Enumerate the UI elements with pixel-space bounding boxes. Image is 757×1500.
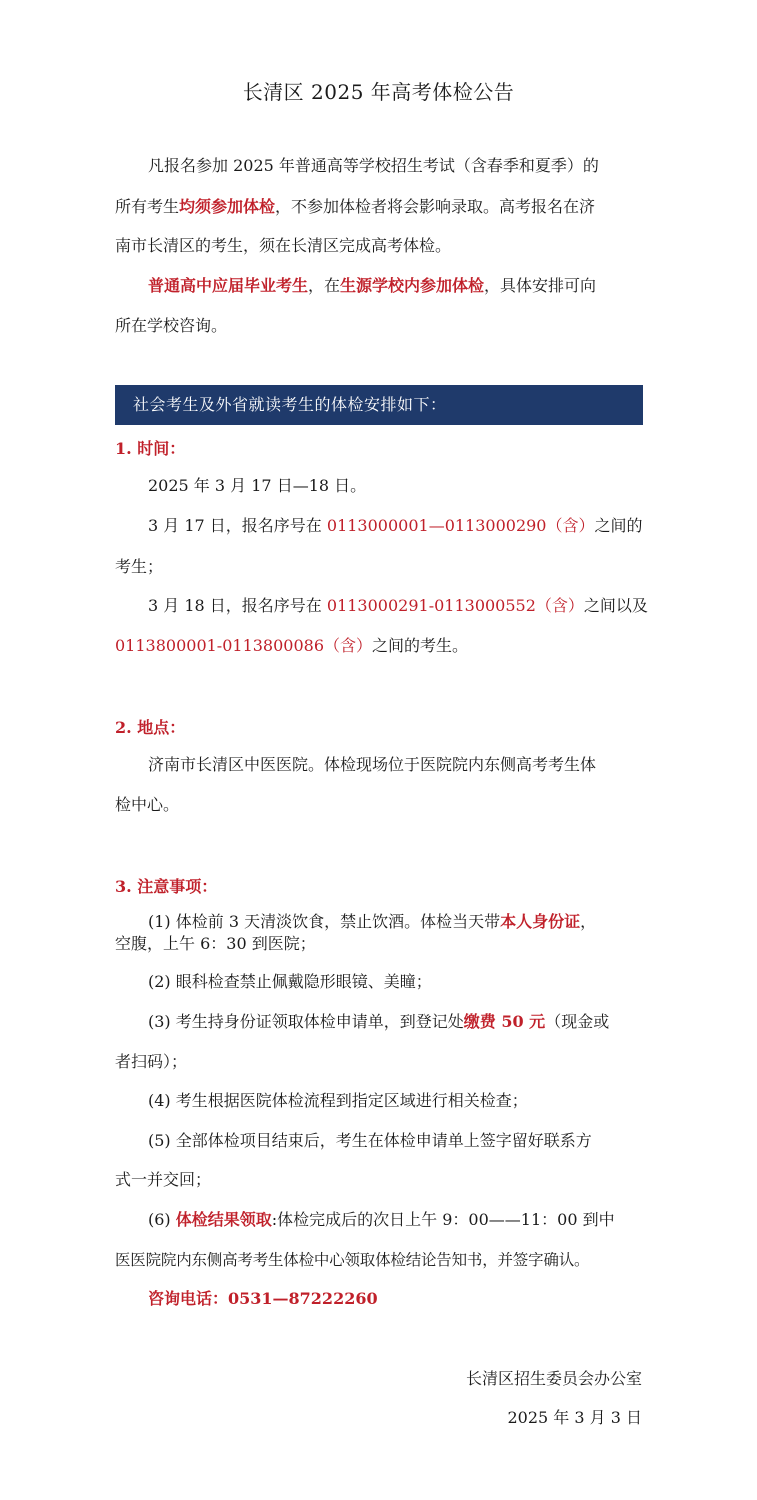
time-serial-range-18a: 0113000291-0113000552（含） <box>326 596 584 615</box>
note-text: (1) 体检前 3 天清淡饮食，禁止饮酒。体检当天带 <box>148 912 501 931</box>
intro-line-3: 南市长清区的考生，须在长清区完成高考体检。 <box>115 236 452 255</box>
time-range: 2025 年 3 月 17 日—18 日。 <box>148 476 367 495</box>
notes-heading: 3. 注意事项： <box>115 877 218 896</box>
note-2: (2) 眼科检查禁止佩戴隐形眼镜、美瞳； <box>148 972 432 991</box>
time-text: 之间以及 <box>583 596 648 615</box>
intro-line-2 <box>115 197 595 217</box>
note-3-line-2: 者扫码）； <box>115 1052 188 1071</box>
intro-highlight-graduates: 普通高中应届毕业考生 <box>148 276 309 295</box>
intro-highlight-mandatory: 均须参加体检 <box>179 197 276 216</box>
intro-text: 所有考生 <box>115 197 180 216</box>
note-6-line-1 <box>148 1210 615 1230</box>
signature-date: 2025 年 3 月 3 日 <box>507 1408 642 1427</box>
signature-org: 长清区招生委员会办公室 <box>465 1369 642 1388</box>
time-text: 3 月 17 日，报名序号在 <box>148 516 327 535</box>
note-text: (6) <box>148 1210 176 1229</box>
note-1-line-2: 空腹，上午 6：30 到医院； <box>115 934 316 953</box>
intro-line-1: 凡报名参加 2025 年普通高等学校招生考试（含春季和夏季）的 <box>148 156 599 175</box>
time-text: 之间的 <box>594 516 643 535</box>
note-highlight-id-card: 本人身份证 <box>500 912 581 931</box>
note-text: :体检完成后的次日上午 9：00——11：00 到中 <box>271 1210 615 1229</box>
time-text: 3 月 18 日，报名序号在 <box>148 596 327 615</box>
place-heading: 2. 地点： <box>115 718 186 737</box>
note-1-line-1 <box>148 912 596 932</box>
intro-line-4 <box>148 276 596 296</box>
note-text: (3) 考生持身份证领取体检申请单，到登记处 <box>148 1012 464 1031</box>
time-day18-line <box>148 596 648 616</box>
time-day18-line-2 <box>115 636 468 656</box>
note-highlight-results: 体检结果领取 <box>175 1210 272 1229</box>
time-text: 之间的考生。 <box>372 636 469 655</box>
time-serial-range-18b: 0113800001-0113800086（含） <box>115 636 373 655</box>
intro-line-5: 所在学校咨询。 <box>115 316 228 335</box>
note-5-line-1: (5) 全部体检项目结束后，考生在体检申请单上签字留好联系方 <box>148 1131 592 1150</box>
time-serial-range-17: 0113000001—0113000290（含） <box>326 516 595 535</box>
consult-phone: 咨询电话：0531—87222260 <box>148 1289 378 1308</box>
intro-highlight-school: 生源学校内参加体检 <box>340 276 485 295</box>
note-text: ， <box>580 912 597 931</box>
note-text: （现金或 <box>545 1012 610 1031</box>
note-4: (4) 考生根据医院体检流程到指定区域进行相关检查； <box>148 1091 528 1110</box>
intro-text: ，在 <box>308 276 341 295</box>
note-highlight-fee: 缴费 50 元 <box>463 1012 546 1031</box>
intro-text: ，具体安排可向 <box>484 276 597 295</box>
section-banner: 社会考生及外省就读考生的体检安排如下： <box>115 385 643 425</box>
time-day17-line-2: 考生； <box>115 557 164 576</box>
note-5-line-2: 式一并交回； <box>115 1170 212 1189</box>
time-day17-line <box>148 516 643 536</box>
time-heading: 1. 时间： <box>115 439 186 458</box>
place-line-1: 济南市长清区中医医院。体检现场位于医院院内东侧高考考生体 <box>148 755 597 774</box>
place-line-2: 检中心。 <box>115 795 180 814</box>
intro-text: ，不参加体检者将会影响录取。高考报名在济 <box>275 197 596 216</box>
note-6-line-2: 医医院院内东侧高考考生体检中心领取体检结论告知书，并签字确认。 <box>115 1251 590 1269</box>
note-3-line-1 <box>148 1012 609 1032</box>
page-title: 长清区 2025 年高考体检公告 <box>242 80 515 104</box>
